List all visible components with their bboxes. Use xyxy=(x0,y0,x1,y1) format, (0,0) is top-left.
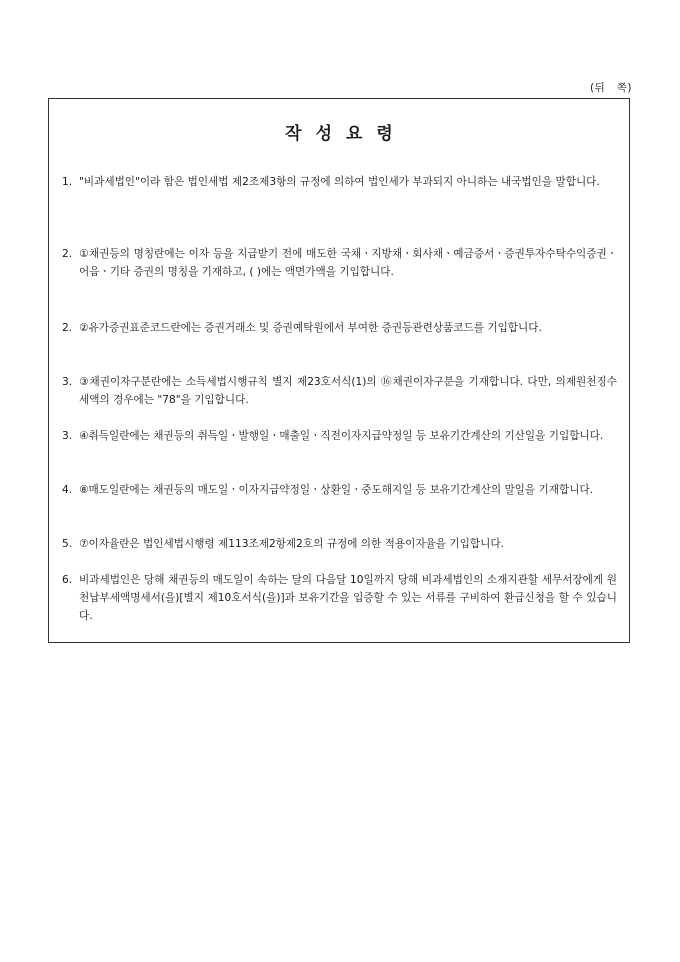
instructions-title: 작성요령 xyxy=(285,124,407,144)
instruction-number: 3. xyxy=(62,430,73,442)
instruction-number: 3. xyxy=(62,376,73,388)
instruction-number: 1. xyxy=(62,176,73,188)
instruction-item xyxy=(62,373,617,409)
instruction-item xyxy=(62,427,617,445)
page-side-label: (뒤 쪽) xyxy=(590,82,632,94)
instruction-number: 2. xyxy=(62,248,73,260)
instruction-number: 5. xyxy=(62,538,73,550)
instruction-number: 6. xyxy=(62,574,73,586)
instruction-text: 비과세법인은 당해 채권등의 매도일이 속하는 달의 다음달 10일까지 당해 비과세법인의 소재지관할 세무서장에게 원천납부세액명세서(을)[별지 제10호서식(을)]과 보유기간을 입증할 수 있는 서류를 구비하여 환급신청을 할 수 있습니다. xyxy=(79,574,617,622)
instructions-box xyxy=(48,98,630,643)
instruction-item xyxy=(62,173,617,191)
instruction-text: ④취득일란에는 채권등의 취득일ㆍ발행일ㆍ매출일ㆍ직전이자지급약정일 등 보유기간계산의 기산일을 기입합니다. xyxy=(79,430,604,442)
instruction-text: ③채권이자구분란에는 소득세법시행규칙 별지 제23호서식(1)의 ⑯채권이자구분을 기재합니다. 다만, 의제원천징수세액의 경우에는 "78"을 기입합니다. xyxy=(79,376,617,406)
instruction-number: 2. xyxy=(62,322,73,334)
instruction-item xyxy=(62,319,617,337)
instruction-text: "비과세법인"이라 함은 법인세법 제2조제3항의 규정에 의하여 법인세가 부과되지 아니하는 내국법인을 말합니다. xyxy=(79,176,600,188)
instruction-text: ⑦이자율란은 법인세법시행령 제113조제2항제2호의 규정에 의한 적용이자율을 기입합니다. xyxy=(79,538,504,550)
instruction-item xyxy=(62,245,617,281)
instruction-item xyxy=(62,535,617,553)
instruction-text: ②유가증권표준코드란에는 증권거래소 및 증권예탁원에서 부여한 증권등관련상품코드를 기입합니다. xyxy=(79,322,542,334)
instruction-item xyxy=(62,571,617,625)
instruction-item xyxy=(62,481,617,499)
instruction-text: ①채권등의 명칭란에는 이자 등을 지급받기 전에 매도한 국채ㆍ지방채ㆍ회사채ㆍ예금증서ㆍ증권투자수탁수익증권ㆍ어음ㆍ기타 증권의 명칭을 기재하고, ( )에는 액면가액을 기입합니다. xyxy=(79,248,617,278)
instruction-text: ⑧매도일란에는 채권등의 매도일ㆍ이자지급약정일ㆍ상환일ㆍ중도해지일 등 보유기간계산의 말일을 기재합니다. xyxy=(79,484,594,496)
instruction-number: 4. xyxy=(62,484,73,496)
